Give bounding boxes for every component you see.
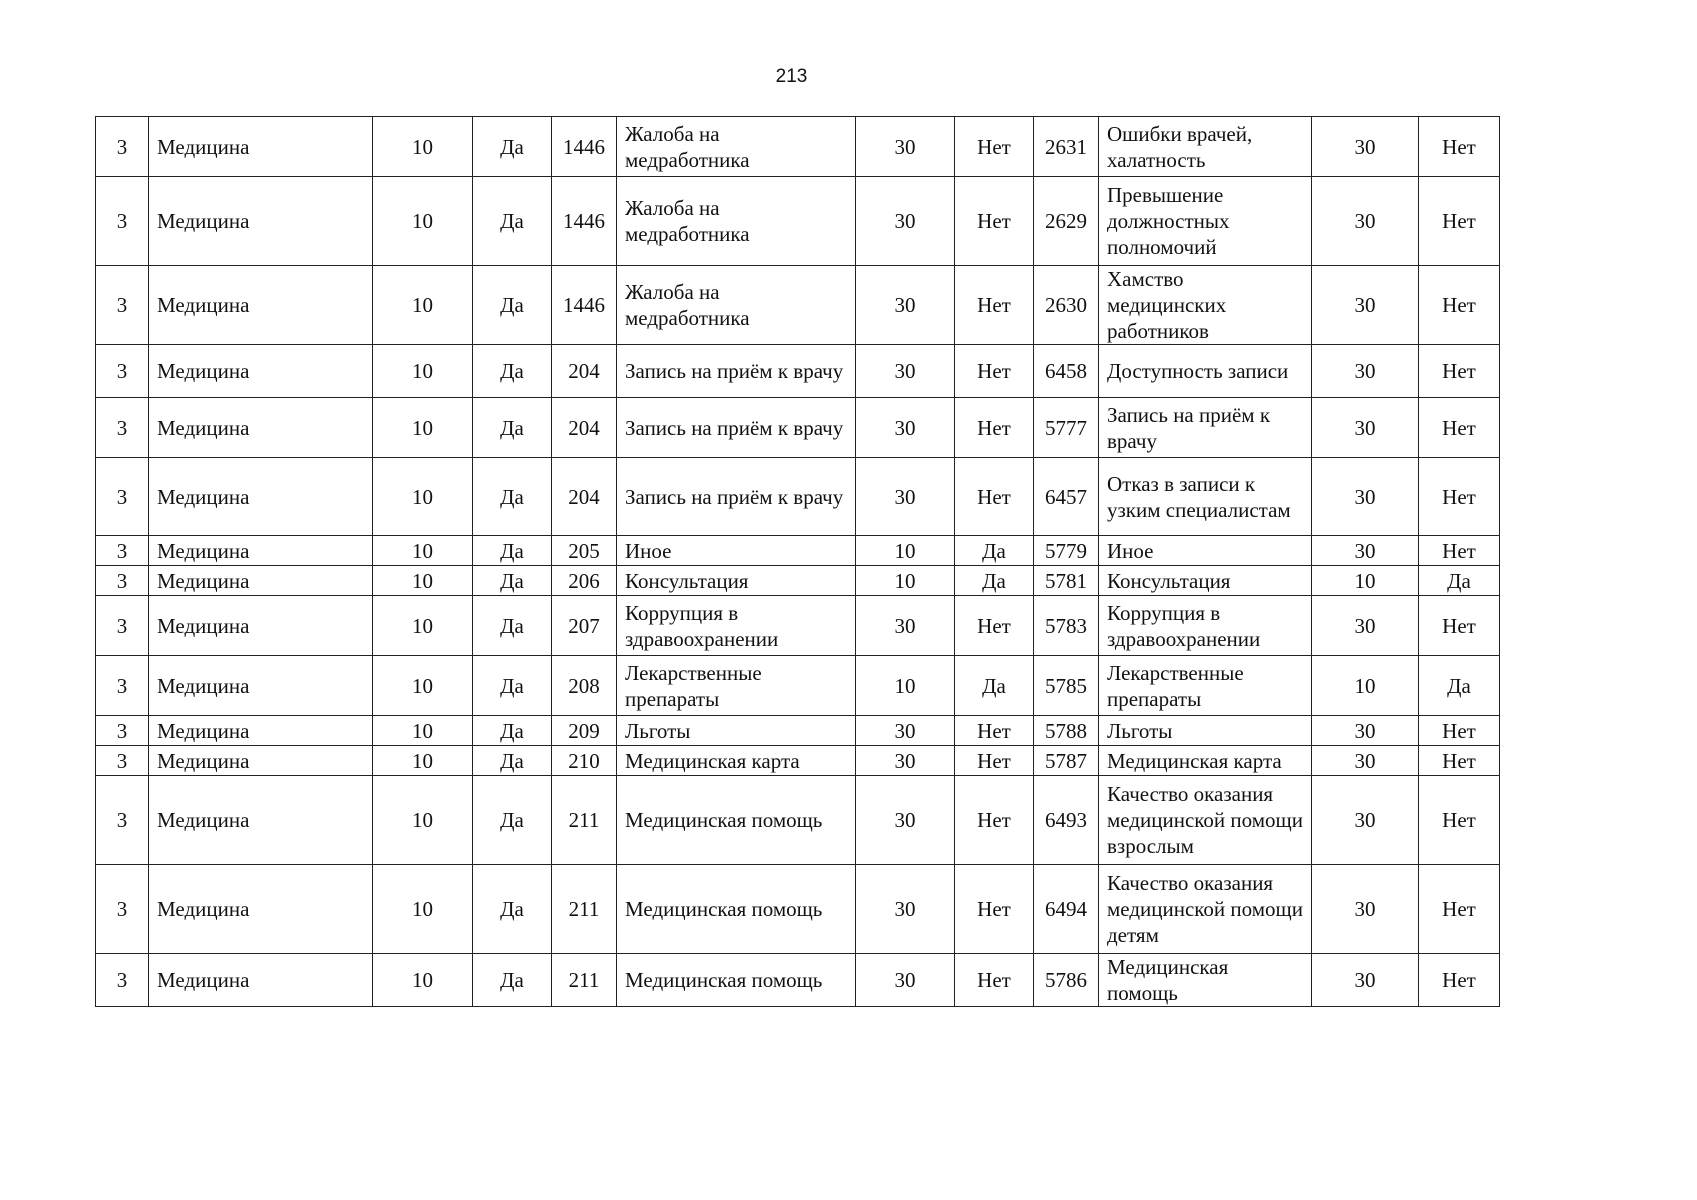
subtopic-code-cell: 5788: [1034, 716, 1099, 746]
topic-name-cell: Медицинская помощь: [617, 865, 856, 954]
level-cell: 3: [96, 536, 149, 566]
topic-flag-cell: Нет: [955, 266, 1034, 345]
topic-period-cell: 30: [856, 954, 955, 1007]
topic-code-cell: 209: [552, 716, 617, 746]
category-period-cell: 10: [373, 776, 473, 865]
table-row: [96, 345, 1500, 398]
category-cell: Медицина: [149, 566, 373, 596]
table-row: [96, 266, 1500, 345]
category-flag-cell: Да: [473, 746, 552, 776]
subtopic-name-cell: Иное: [1099, 536, 1312, 566]
category-flag-cell: Да: [473, 458, 552, 536]
subtopic-period-cell: 30: [1312, 865, 1419, 954]
topic-code-cell: 210: [552, 746, 617, 776]
topic-period-cell: 10: [856, 536, 955, 566]
topic-name-cell: Лекарственные препараты: [617, 656, 856, 716]
topic-name-cell: Жалоба на медработника: [617, 177, 856, 266]
table-body: [96, 117, 1500, 1007]
table-row: [96, 865, 1500, 954]
table-row: [96, 776, 1500, 865]
subtopic-code-cell: 2630: [1034, 266, 1099, 345]
level-cell: 3: [96, 716, 149, 746]
subtopic-flag-cell: Да: [1419, 656, 1500, 716]
topic-name-cell: Коррупция в здравоохранении: [617, 596, 856, 656]
subtopic-flag-cell: Нет: [1419, 398, 1500, 458]
category-cell: Медицина: [149, 716, 373, 746]
topic-flag-cell: Нет: [955, 746, 1034, 776]
category-cell: Медицина: [149, 458, 373, 536]
subtopic-period-cell: 10: [1312, 566, 1419, 596]
subtopic-code-cell: 5785: [1034, 656, 1099, 716]
subtopic-flag-cell: Нет: [1419, 746, 1500, 776]
subtopic-flag-cell: Нет: [1419, 266, 1500, 345]
category-period-cell: 10: [373, 746, 473, 776]
subtopic-period-cell: 30: [1312, 398, 1419, 458]
topic-code-cell: 207: [552, 596, 617, 656]
topic-name-cell: Жалоба на медработника: [617, 117, 856, 177]
category-flag-cell: Да: [473, 596, 552, 656]
table-row: [96, 536, 1500, 566]
topic-period-cell: 30: [856, 776, 955, 865]
category-cell: Медицина: [149, 266, 373, 345]
subtopic-flag-cell: Нет: [1419, 596, 1500, 656]
topic-period-cell: 30: [856, 266, 955, 345]
subtopic-name-cell: Отказ в записи к узким специалистам: [1099, 458, 1312, 536]
subtopic-period-cell: 30: [1312, 458, 1419, 536]
level-cell: 3: [96, 177, 149, 266]
topic-name-cell: Запись на приём к врачу: [617, 398, 856, 458]
topic-code-cell: 208: [552, 656, 617, 716]
topic-flag-cell: Да: [955, 566, 1034, 596]
topic-flag-cell: Нет: [955, 596, 1034, 656]
category-flag-cell: Да: [473, 266, 552, 345]
level-cell: 3: [96, 656, 149, 716]
category-flag-cell: Да: [473, 954, 552, 1007]
table-row: [96, 458, 1500, 536]
category-flag-cell: Да: [473, 177, 552, 266]
subtopic-period-cell: 30: [1312, 536, 1419, 566]
table-row: [96, 716, 1500, 746]
table-row: [96, 954, 1500, 1007]
subtopic-code-cell: 5783: [1034, 596, 1099, 656]
subtopic-period-cell: 30: [1312, 746, 1419, 776]
category-period-cell: 10: [373, 536, 473, 566]
topic-name-cell: Медицинская помощь: [617, 954, 856, 1007]
topic-name-cell: Запись на приём к врачу: [617, 345, 856, 398]
table-row: [96, 117, 1500, 177]
category-flag-cell: Да: [473, 566, 552, 596]
category-cell: Медицина: [149, 596, 373, 656]
subtopic-code-cell: 5777: [1034, 398, 1099, 458]
topic-period-cell: 30: [856, 865, 955, 954]
topic-name-cell: Медицинская карта: [617, 746, 856, 776]
subtopic-name-cell: Консультация: [1099, 566, 1312, 596]
category-period-cell: 10: [373, 177, 473, 266]
category-period-cell: 10: [373, 566, 473, 596]
subtopic-code-cell: 5786: [1034, 954, 1099, 1007]
category-flag-cell: Да: [473, 865, 552, 954]
subtopic-name-cell: Запись на приём к врачу: [1099, 398, 1312, 458]
category-cell: Медицина: [149, 177, 373, 266]
topic-flag-cell: Нет: [955, 865, 1034, 954]
subtopic-period-cell: 30: [1312, 177, 1419, 266]
table-row: [96, 177, 1500, 266]
category-period-cell: 10: [373, 954, 473, 1007]
level-cell: 3: [96, 746, 149, 776]
table-row: [96, 746, 1500, 776]
category-cell: Медицина: [149, 345, 373, 398]
subtopic-code-cell: 6494: [1034, 865, 1099, 954]
level-cell: 3: [96, 596, 149, 656]
subtopic-flag-cell: Нет: [1419, 458, 1500, 536]
table-row: [96, 656, 1500, 716]
category-cell: Медицина: [149, 398, 373, 458]
topic-period-cell: 30: [856, 716, 955, 746]
category-period-cell: 10: [373, 865, 473, 954]
category-flag-cell: Да: [473, 117, 552, 177]
level-cell: 3: [96, 954, 149, 1007]
topic-name-cell: Медицинская помощь: [617, 776, 856, 865]
subtopic-name-cell: Ошибки врачей, халатность: [1099, 117, 1312, 177]
subtopic-flag-cell: Нет: [1419, 865, 1500, 954]
topic-name-cell: Льготы: [617, 716, 856, 746]
category-period-cell: 10: [373, 345, 473, 398]
category-period-cell: 10: [373, 656, 473, 716]
category-flag-cell: Да: [473, 656, 552, 716]
category-period-cell: 10: [373, 596, 473, 656]
topic-code-cell: 1446: [552, 266, 617, 345]
category-cell: Медицина: [149, 954, 373, 1007]
level-cell: 3: [96, 458, 149, 536]
topic-code-cell: 1446: [552, 177, 617, 266]
subtopic-flag-cell: Да: [1419, 566, 1500, 596]
subtopic-name-cell: Коррупция в здравоохранении: [1099, 596, 1312, 656]
category-cell: Медицина: [149, 776, 373, 865]
topic-flag-cell: Да: [955, 656, 1034, 716]
subtopic-code-cell: 5781: [1034, 566, 1099, 596]
topic-flag-cell: Нет: [955, 117, 1034, 177]
topic-flag-cell: Нет: [955, 458, 1034, 536]
level-cell: 3: [96, 566, 149, 596]
subtopic-code-cell: 6457: [1034, 458, 1099, 536]
level-cell: 3: [96, 398, 149, 458]
topic-code-cell: 204: [552, 458, 617, 536]
topic-period-cell: 30: [856, 177, 955, 266]
topic-period-cell: 30: [856, 117, 955, 177]
topic-period-cell: 30: [856, 458, 955, 536]
subtopic-name-cell: Медицинская карта: [1099, 746, 1312, 776]
subtopic-code-cell: 2629: [1034, 177, 1099, 266]
topic-code-cell: 206: [552, 566, 617, 596]
subtopic-period-cell: 30: [1312, 954, 1419, 1007]
topic-code-cell: 211: [552, 954, 617, 1007]
category-flag-cell: Да: [473, 398, 552, 458]
category-flag-cell: Да: [473, 776, 552, 865]
topic-flag-cell: Нет: [955, 954, 1034, 1007]
topic-period-cell: 30: [856, 398, 955, 458]
subtopic-code-cell: 2631: [1034, 117, 1099, 177]
category-cell: Медицина: [149, 865, 373, 954]
category-period-cell: 10: [373, 117, 473, 177]
category-cell: Медицина: [149, 117, 373, 177]
subtopic-code-cell: 6493: [1034, 776, 1099, 865]
level-cell: 3: [96, 776, 149, 865]
subtopic-flag-cell: Нет: [1419, 776, 1500, 865]
topic-code-cell: 1446: [552, 117, 617, 177]
subtopic-period-cell: 30: [1312, 716, 1419, 746]
subtopic-name-cell: Превышение должностных полномочий: [1099, 177, 1312, 266]
topic-period-cell: 30: [856, 746, 955, 776]
category-flag-cell: Да: [473, 536, 552, 566]
topic-code-cell: 205: [552, 536, 617, 566]
category-flag-cell: Да: [473, 716, 552, 746]
category-period-cell: 10: [373, 716, 473, 746]
subtopic-period-cell: 30: [1312, 266, 1419, 345]
level-cell: 3: [96, 865, 149, 954]
subtopic-flag-cell: Нет: [1419, 536, 1500, 566]
level-cell: 3: [96, 266, 149, 345]
subtopic-code-cell: 6458: [1034, 345, 1099, 398]
subtopic-name-cell: Лекарственные препараты: [1099, 656, 1312, 716]
topic-period-cell: 30: [856, 596, 955, 656]
subtopic-period-cell: 30: [1312, 776, 1419, 865]
subtopic-period-cell: 10: [1312, 656, 1419, 716]
subtopic-flag-cell: Нет: [1419, 345, 1500, 398]
subtopic-period-cell: 30: [1312, 117, 1419, 177]
subtopic-period-cell: 30: [1312, 596, 1419, 656]
subtopic-flag-cell: Нет: [1419, 954, 1500, 1007]
category-period-cell: 10: [373, 266, 473, 345]
topic-period-cell: 30: [856, 345, 955, 398]
topic-flag-cell: Нет: [955, 716, 1034, 746]
level-cell: 3: [96, 345, 149, 398]
classification-table: [95, 116, 1500, 1007]
topic-period-cell: 10: [856, 566, 955, 596]
subtopic-name-cell: Хамство медицинских работников: [1099, 266, 1312, 345]
topic-code-cell: 204: [552, 345, 617, 398]
category-cell: Медицина: [149, 656, 373, 716]
subtopic-period-cell: 30: [1312, 345, 1419, 398]
category-period-cell: 10: [373, 458, 473, 536]
topic-period-cell: 10: [856, 656, 955, 716]
subtopic-name-cell: Доступность записи: [1099, 345, 1312, 398]
topic-flag-cell: Да: [955, 536, 1034, 566]
topic-name-cell: Иное: [617, 536, 856, 566]
topic-flag-cell: Нет: [955, 177, 1034, 266]
subtopic-name-cell: Качество оказания медицинской помощи детям: [1099, 865, 1312, 954]
category-period-cell: 10: [373, 398, 473, 458]
topic-flag-cell: Нет: [955, 776, 1034, 865]
topic-name-cell: Жалоба на медработника: [617, 266, 856, 345]
topic-flag-cell: Нет: [955, 345, 1034, 398]
subtopic-name-cell: Качество оказания медицинской помощи взрослым: [1099, 776, 1312, 865]
table-row: [96, 566, 1500, 596]
category-flag-cell: Да: [473, 345, 552, 398]
subtopic-code-cell: 5787: [1034, 746, 1099, 776]
subtopic-name-cell: Льготы: [1099, 716, 1312, 746]
subtopic-flag-cell: Нет: [1419, 117, 1500, 177]
topic-flag-cell: Нет: [955, 398, 1034, 458]
topic-code-cell: 204: [552, 398, 617, 458]
page-number: 213: [775, 66, 808, 87]
subtopic-flag-cell: Нет: [1419, 716, 1500, 746]
category-cell: Медицина: [149, 536, 373, 566]
category-cell: Медицина: [149, 746, 373, 776]
topic-code-cell: 211: [552, 865, 617, 954]
subtopic-code-cell: 5779: [1034, 536, 1099, 566]
subtopic-flag-cell: Нет: [1419, 177, 1500, 266]
subtopic-name-cell: Медицинская помощь: [1099, 954, 1312, 1007]
table-row: [96, 398, 1500, 458]
topic-code-cell: 211: [552, 776, 617, 865]
table-row: [96, 596, 1500, 656]
topic-name-cell: Консультация: [617, 566, 856, 596]
level-cell: 3: [96, 117, 149, 177]
topic-name-cell: Запись на приём к врачу: [617, 458, 856, 536]
